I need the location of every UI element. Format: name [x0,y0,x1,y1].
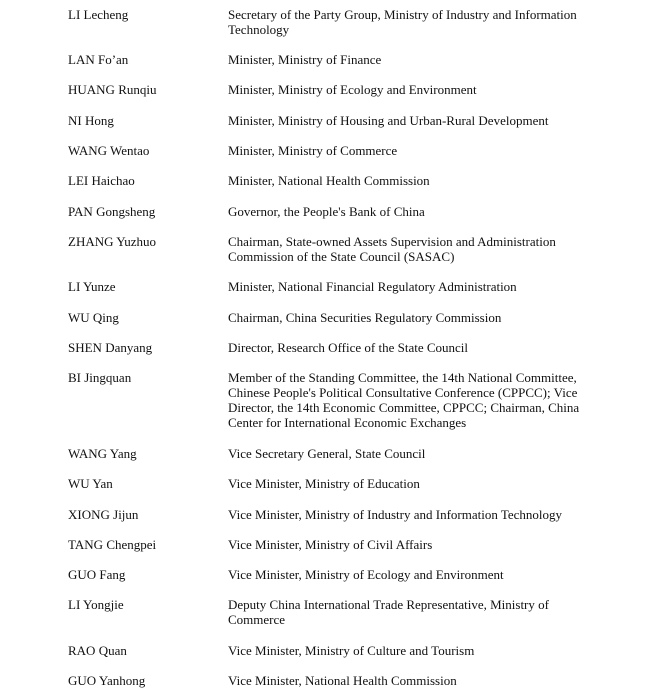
person-title: Vice Minister, Ministry of Education [228,476,420,491]
person-title: Vice Minister, Ministry of Industry and Information Technology [228,507,563,522]
person-name: XIONG Jijun [68,507,139,522]
person-name: LI Yongjie [68,597,124,612]
person-name: WANG Yang [68,446,137,461]
person-title: Minister, Ministry of Housing and Urban-Rural Development [228,113,549,128]
person-title: Governor, the People's Bank of China [228,204,425,219]
person-name: WU Yan [68,476,113,491]
person-name: RAO Quan [68,643,127,658]
person-name: ZHANG Yuzhuo [68,234,156,249]
person-title: Minister, National Health Commission [228,173,430,188]
person-title: Vice Minister, National Health Commission [228,673,457,688]
person-title: Vice Minister, Ministry of Ecology and Environment [228,567,504,582]
person-name: GUO Fang [68,567,126,582]
person-title: Secretary of the Party Group, Ministry of Industry and Information Technology [228,7,577,37]
person-name: LEI Haichao [68,173,135,188]
person-title: Member of the Standing Committee, the 14th National Committee, Chinese People's Political Consultative Conference (CPPCC); Vice Director, the 14th Economic Committee, CPPCC; Chairman, China Center for International Economic Exchanges [228,370,580,430]
person-title: Minister, Ministry of Ecology and Environment [228,82,477,97]
person-name: HUANG Runqiu [68,82,157,97]
person-name: TANG Chengpei [68,537,157,552]
person-name: LAN Fo’an [68,52,129,67]
person-name: GUO Yanhong [68,673,146,688]
person-name: LI Lecheng [68,7,129,22]
person-title: Minister, Ministry of Commerce [228,143,398,158]
person-title: Vice Minister, Ministry of Culture and Tourism [228,643,475,658]
person-name: SHEN Danyang [68,340,153,355]
person-title: Chairman, China Securities Regulatory Commission [228,310,502,325]
person-name: WU Qing [68,310,119,325]
person-name: NI Hong [68,113,114,128]
person-name: BI Jingquan [68,370,132,385]
person-title: Deputy China International Trade Representative, Ministry of Commerce [228,597,549,627]
person-title: Minister, Ministry of Finance [228,52,382,67]
person-title: Minister, National Financial Regulatory Administration [228,279,517,294]
person-title: Vice Minister, Ministry of Civil Affairs [228,537,433,552]
person-title: Chairman, State-owned Assets Supervision and Administration Commission of the State Council (SASAC) [228,234,556,264]
person-title: Vice Secretary General, State Council [228,446,426,461]
person-title: Director, Research Office of the State Council [228,340,469,355]
person-name: WANG Wentao [68,143,150,158]
person-name: LI Yunze [68,279,116,294]
person-name: PAN Gongsheng [68,204,156,219]
